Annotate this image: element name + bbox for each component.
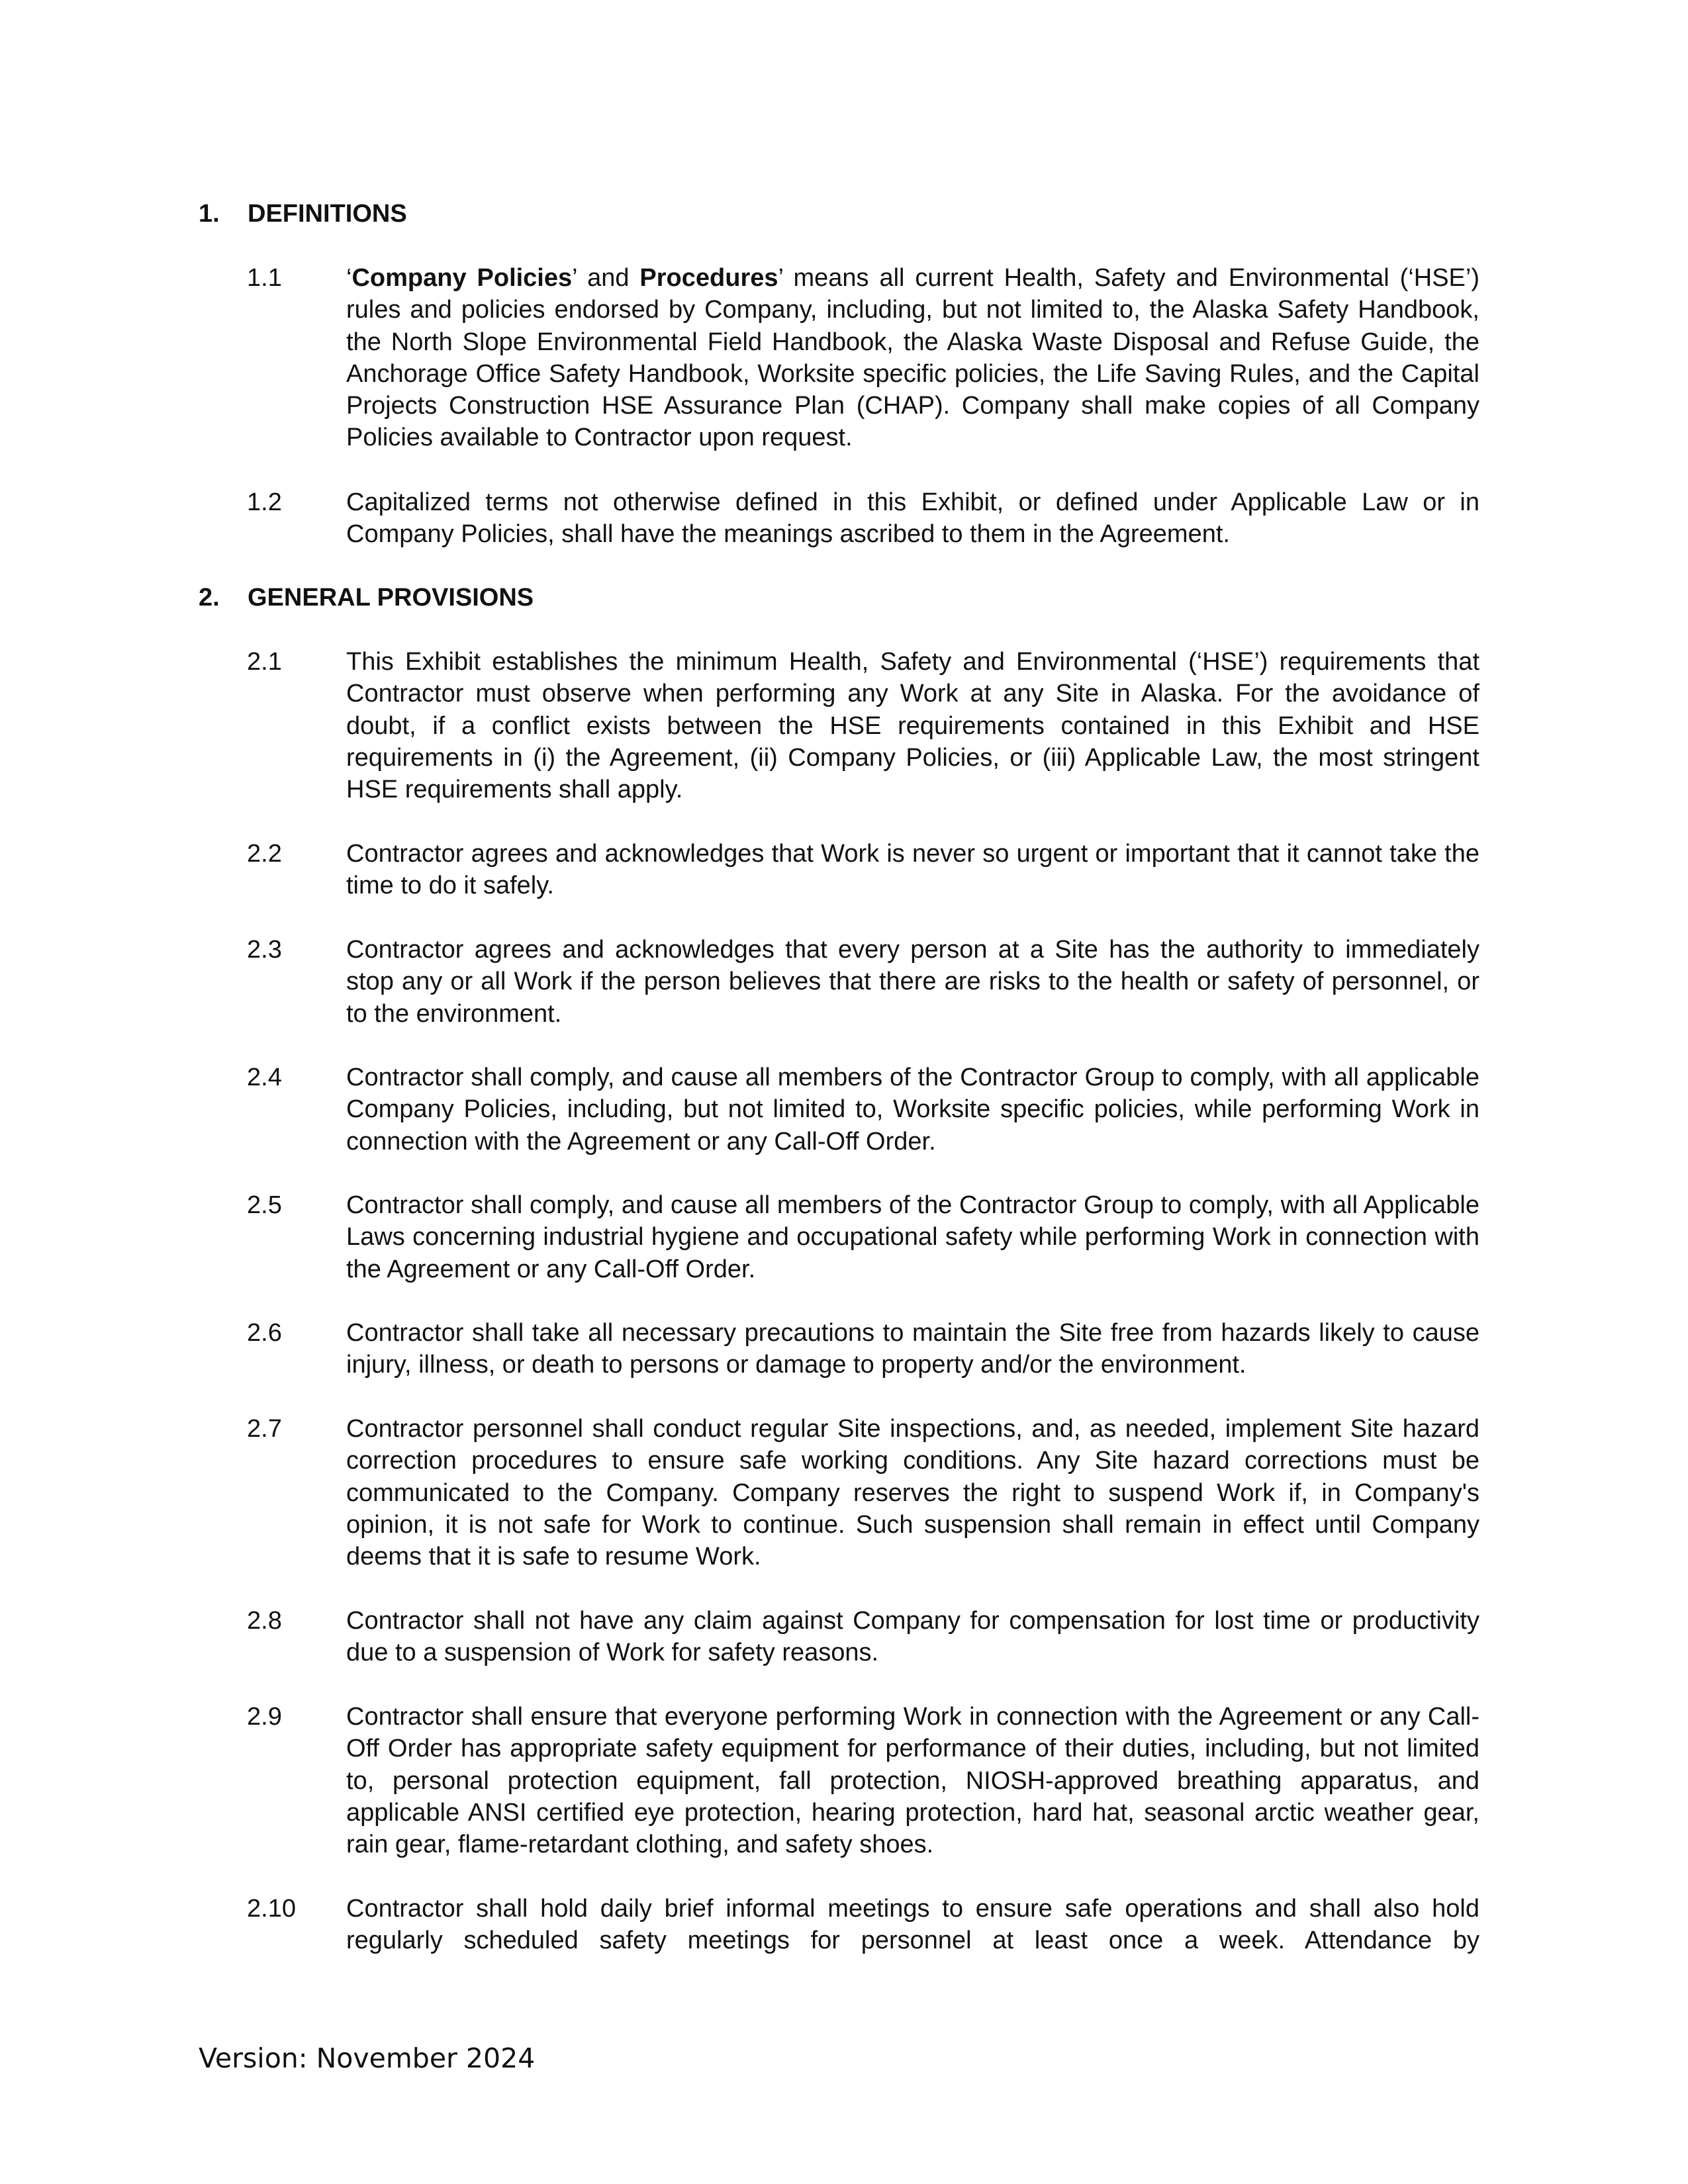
defined-term-procedures: Procedures [639, 264, 778, 292]
clause-1-2 [247, 486, 1479, 551]
section-title: DEFINITIONS [248, 200, 407, 228]
clause-text: Contractor shall comply, and cause all members of the Contractor Group to comply, with all applicable Company Policies, including, but not limited to, Worksite specific policies, while performing Work in connection with the Agreement or any Call-Off Order. [346, 1064, 1479, 1156]
clause-text-mid: ’ and [572, 264, 640, 292]
clause-number: 2.10 [247, 1895, 296, 1923]
clause-number: 2.7 [247, 1415, 282, 1443]
clause-text: Contractor shall ensure that everyone performing Work in connection with the Agreement or any Call-Off Order has appropriate safety equipment for performance of their duties, including, but not limited to, personal protection equipment, fall protection, NIOSH-approved breathing apparatus, and applicable ANSI certified eye protection, hearing protection, hard hat, seasonal arctic weather gear, rain gear, flame-retardant clothing, and safety shoes. [346, 1703, 1479, 1859]
section-heading-general-provisions [199, 582, 534, 614]
defined-term-company-policies: Company Policies [352, 264, 573, 292]
clause-number: 2.4 [247, 1064, 282, 1091]
clause-text: This Exhibit establishes the minimum Health, Safety and Environmental (‘HSE’) requirements that Contractor must observe when performing any Work at any Site in Alaska. For the avoidance of doubt, if a conflict exists between the HSE requirements contained in this Exhibit and HSE requirements in (i) the Agreement, (ii) Company Policies, or (iii) Applicable Law, the most stringent HSE requirements shall apply. [346, 648, 1479, 804]
clause-number: 2.3 [247, 936, 282, 964]
clause-number: 2.9 [247, 1703, 282, 1731]
clause-2-7 [247, 1413, 1479, 1572]
section-title: GENERAL PROVISIONS [248, 584, 534, 612]
clause-text [346, 262, 1479, 454]
clause-text: Contractor shall hold daily brief informal meetings to ensure safe operations and shall also hold regularly scheduled safety meetings for personnel at least once a week. Attendance by [346, 1895, 1479, 1955]
clause-2-9 [247, 1701, 1479, 1860]
clause-2-10 [247, 1893, 1479, 1957]
section-heading-definitions [199, 198, 407, 230]
page-footer-version: Version: November 2024 [199, 2042, 536, 2074]
clause-2-8 [247, 1605, 1479, 1669]
section-number: 2. [199, 584, 220, 612]
clause-number: 2.5 [247, 1191, 282, 1219]
clause-2-1 [247, 646, 1479, 805]
clause-text: Capitalized terms not otherwise defined in this Exhibit, or defined under Applicable Law or in Company Policies, shall have the meanings ascribed to them in the Agreement. [346, 488, 1479, 549]
clause-number: 1.2 [247, 488, 282, 516]
clause-number: 2.6 [247, 1319, 282, 1347]
clause-2-2 [247, 838, 1479, 902]
clause-text-body: ’ means all current Health, Safety and Environmental (‘HSE’) rules and policies endorsed by Company, including, but not limited to, the Alaska Safety Handbook, the North Slope Environmental Field Handbook, the Alaska Waste Disposal and Refuse Guide, the Anchorage Office Safety Handbook, Worksite specific policies, the Life Saving Rules, and the Capital Projects Construction HSE Assurance Plan (CHAP). Company shall make copies of all Company Policies available to Contractor upon request. [346, 264, 1479, 452]
clause-2-3 [247, 934, 1479, 1030]
clause-number: 2.8 [247, 1607, 282, 1635]
clause-text: Contractor agrees and acknowledges that every person at a Site has the authority to immediately stop any or all Work if the person believes that there are risks to the health or safety of personnel, or to the environment. [346, 936, 1479, 1028]
clause-text: Contractor personnel shall conduct regular Site inspections, and, as needed, implement Site hazard correction procedures to ensure safe working conditions. Any Site hazard corrections must be communicated to the Company. Company reserves the right to suspend Work if, in Company's opinion, it is not safe for Work to continue. Such suspension shall remain in effect until Company deems that it is safe to resume Work. [346, 1415, 1479, 1571]
clause-2-6 [247, 1317, 1479, 1381]
clause-text: Contractor agrees and acknowledges that Work is never so urgent or important that it cannot take the time to do it safely. [346, 840, 1479, 900]
clause-1-1 [247, 262, 1479, 454]
clause-text: Contractor shall not have any claim against Company for compensation for lost time or productivity due to a suspension of Work for safety reasons. [346, 1607, 1479, 1667]
clause-number: 2.2 [247, 840, 282, 868]
clause-text-quote: ‘ [346, 264, 352, 292]
clause-number: 1.1 [247, 264, 282, 292]
clause-2-5 [247, 1189, 1479, 1285]
section-number: 1. [199, 200, 220, 228]
clause-text: Contractor shall comply, and cause all members of the Contractor Group to comply, with all Applicable Laws concerning industrial hygiene and occupational safety while performing Work in connection with the Agreement or any Call-Off Order. [346, 1191, 1479, 1283]
clause-text: Contractor shall take all necessary precautions to maintain the Site free from hazards likely to cause injury, illness, or death to persons or damage to property and/or the environment. [346, 1319, 1479, 1379]
clause-2-4 [247, 1062, 1479, 1158]
clause-number: 2.1 [247, 648, 282, 676]
